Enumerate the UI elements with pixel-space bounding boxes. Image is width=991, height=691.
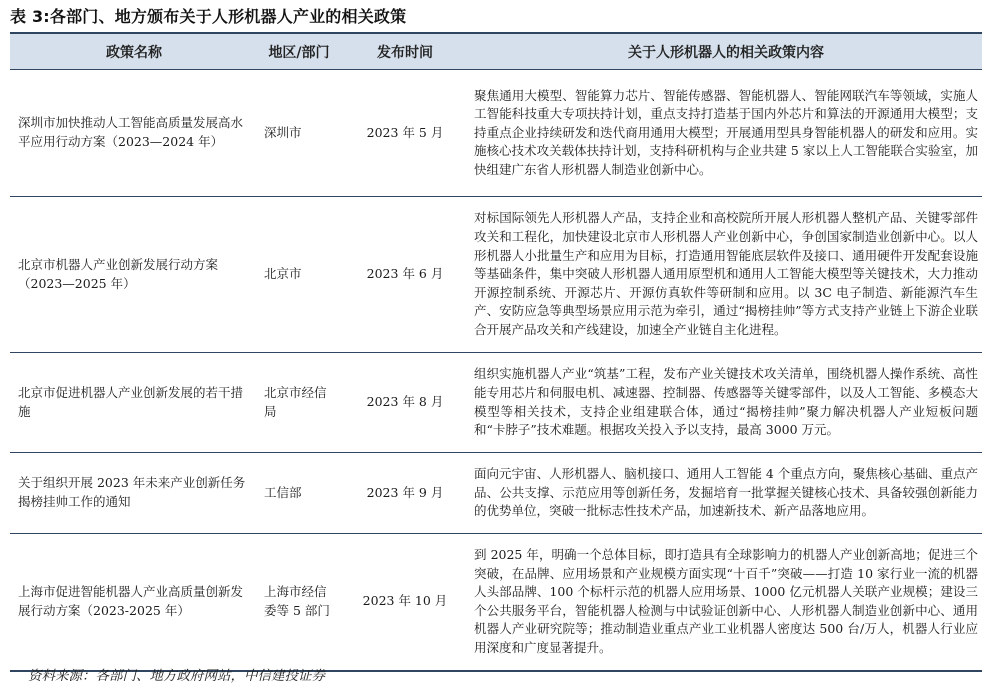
table-body (10, 70, 982, 671)
policy-name: 关于组织开展 2023 年未来产业创新任务揭榜挂帅工作的通知 (10, 453, 258, 534)
table-row (10, 353, 982, 453)
header-content: 关于人形机器人的相关政策内容 (470, 33, 982, 70)
header-policy-name: 政策名称 (10, 33, 258, 70)
policy-name: 北京市机器人产业创新发展行动方案（2023—2025 年） (10, 197, 258, 353)
policy-date: 2023 年 6 月 (340, 197, 470, 353)
table-row (10, 453, 982, 534)
table-header (10, 33, 982, 70)
policy-content: 到 2025 年，明确一个总体目标，即打造具有全球影响力的机器人产业创新高地；促进三个突破，在品牌、应用场景和产业规模方面实现“十百千”突破——打造 10 家行业一流的机器人头部品牌、100 个标杆示范的机器人应用场景、1000 亿元机器人关联产业规模；建设三个公共服务平台，智能机器人检测与中试验证创新中心、人形机器人制造业创新中心、通用机器人产业研究院等；推动制造业重点产业工业机器人密度达 500 台/万人，机器人行业应用深度和广度显著提升。 (470, 534, 982, 671)
policy-table (10, 32, 982, 672)
policy-region: 北京市 (258, 197, 340, 353)
table-row (10, 197, 982, 353)
header-row (10, 33, 982, 70)
policy-region: 深圳市 (258, 70, 340, 197)
source-note: 资料来源：各部门、地方政府网站，中信建投证券 (28, 668, 325, 684)
policy-date: 2023 年 8 月 (340, 353, 470, 453)
policy-name: 北京市促进机器人产业创新发展的若干措施 (10, 353, 258, 453)
policy-date: 2023 年 5 月 (340, 70, 470, 197)
policy-date: 2023 年 10 月 (340, 534, 470, 671)
policy-content: 聚焦通用大模型、智能算力芯片、智能传感器、智能机器人、智能网联汽车等领域，实施人工智能科技重大专项扶持计划，重点支持打造基于国内外芯片和算法的开源通用大模型；支持重点企业持续研发和迭代商用通用大模型；开展通用型具身智能机器人的研发和应用。实施核心技术攻关载体扶持计划，支持科研机构与企业共建 5 家以上人工智能联合实验室，加快组建广东省人形机器人制造业创新中心。 (470, 70, 982, 197)
header-date: 发布时间 (340, 33, 470, 70)
table-row (10, 534, 982, 671)
policy-content: 对标国际领先人形机器人产品，支持企业和高校院所开展人形机器人整机产品、关键零部件攻关和工程化，加快建设北京市人形机器人产业创新中心，争创国家制造业创新中心。以人形机器人小批量生产和应用为目标，打造通用智能底层软件及接口、通用硬件开发配套设施等基础条件，集中突破人形机器人通用原型机和通用人工智能大模型等关键技术，大力推动开源控制系统、开源芯片、开源仿真软件等研制和应用。以 3C 电子制造、新能源汽车生产、安防应急等典型场景应用示范为牵引，通过“揭榜挂帅”等方式支持产业链上下游企业联合开展产品攻关和产线建设，加速全产业链自主化进程。 (470, 197, 982, 353)
policy-name: 上海市促进智能机器人产业高质量创新发展行动方案（2023-2025 年） (10, 534, 258, 671)
policy-name: 深圳市加快推动人工智能高质量发展高水平应用行动方案（2023—2024 年） (10, 70, 258, 197)
policy-content: 面向元宇宙、人形机器人、脑机接口、通用人工智能 4 个重点方向，聚焦核心基础、重点产品、公共支撑、示范应用等创新任务，发掘培育一批掌握关键核心技术、具备较强创新能力的优势单位，突破一批标志性技术产品，加速新技术、新产品落地应用。 (470, 453, 982, 534)
policy-region: 上海市经信委等 5 部门 (258, 534, 340, 671)
policy-region: 北京市经信局 (258, 353, 340, 453)
table-row (10, 70, 982, 197)
policy-date: 2023 年 9 月 (340, 453, 470, 534)
header-region: 地区/部门 (258, 33, 340, 70)
table-title: 表 3:各部门、地方颁布关于人形机器人产业的相关政策 (10, 7, 407, 26)
policy-content: 组织实施机器人产业“筑基”工程，发布产业关键技术攻关清单，围绕机器人操作系统、高性能专用芯片和伺服电机、减速器、控制器、传感器等关键零部件，以及人工智能、多模态大模型等相关技术，支持企业组建联合体，通过“揭榜挂帅”聚力解决机器人产业短板问题和“卡脖子”技术难题。根据攻关投入予以支持，最高 3000 万元。 (470, 353, 982, 453)
policy-region: 工信部 (258, 453, 340, 534)
